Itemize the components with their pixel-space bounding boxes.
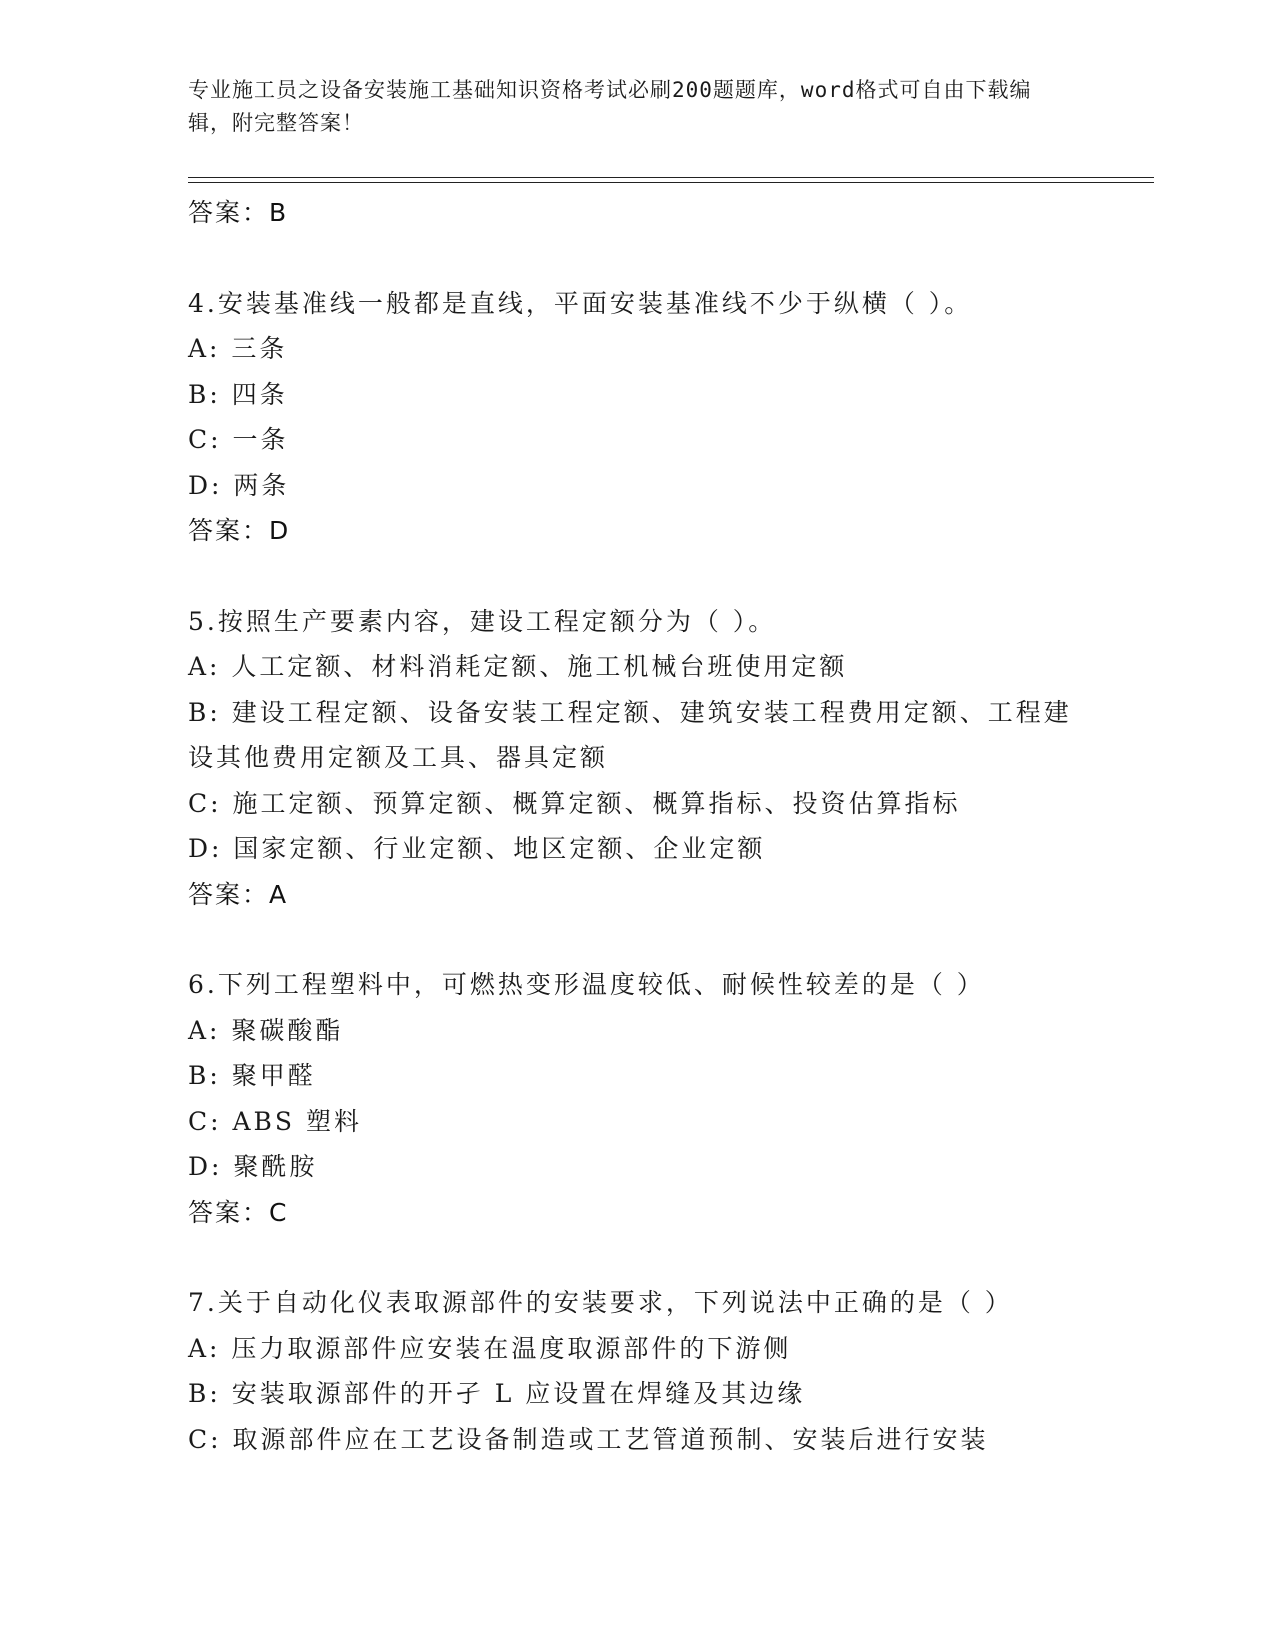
option-d: D: 两条	[188, 470, 290, 500]
header-rule-top	[188, 177, 1154, 178]
option-a: A: 人工定额、材料消耗定额、施工机械台班使用定额	[188, 652, 848, 681]
header-rule-bottom	[188, 182, 1154, 183]
option-a: A: 聚碳酸酯	[188, 1015, 344, 1045]
question-6	[188, 962, 1088, 1235]
spacer	[188, 554, 1088, 599]
question-5	[188, 599, 1088, 918]
option-c: C: 施工定额、预算定额、概算定额、概算指标、投资估算指标	[188, 788, 961, 818]
question-answer: 答案：C	[188, 1197, 289, 1227]
question-7	[188, 1280, 1088, 1462]
option-b: B: 建设工程定额、设备安装工程定额、建筑安装工程费用定额、工程建设其他费用定额及工具、器具定额	[188, 697, 1072, 772]
question-answer: 答案：D	[188, 516, 291, 545]
option-b: B: 聚甲醛	[188, 1061, 316, 1090]
option-b: B: 安装取源部件的开孑 L 应设置在焊缝及其边缘	[188, 1379, 806, 1408]
option-a: A: 三条	[188, 334, 288, 363]
spacer	[188, 1235, 1088, 1280]
option-d: D: 聚酰胺	[188, 1152, 318, 1181]
question-stem: 7.关于自动化仪表取源部件的安装要求，下列说法中正确的是（ ）	[188, 1288, 1013, 1317]
spacer	[188, 236, 1088, 281]
page-header: 专业施工员之设备安装施工基础知识资格考试必刷200题题库，word格式可自由下载编辑，附完整答案！	[188, 78, 1032, 135]
option-c: C: 一条	[188, 425, 289, 454]
question-stem: 5.按照生产要素内容，建设工程定额分为（ ）。	[188, 606, 777, 636]
spacer	[188, 917, 1088, 962]
previous-answer: 答案：B	[188, 198, 289, 227]
option-c: C: ABS 塑料	[188, 1106, 362, 1136]
question-list	[188, 190, 1088, 1462]
question-answer: 答案：A	[188, 879, 289, 909]
question-stem: 6.下列工程塑料中，可燃热变形温度较低、耐候性较差的是（ ）	[188, 970, 985, 999]
question-stem: 4.安装基准线一般都是直线，平面安装基准线不少于纵横（ ）。	[188, 288, 973, 318]
option-d: D: 国家定额、行业定额、地区定额、企业定额	[188, 834, 766, 863]
option-b: B: 四条	[188, 379, 288, 409]
option-a: A: 压力取源部件应安装在温度取源部件的下游侧	[188, 1333, 792, 1363]
option-c: C: 取源部件应在工艺设备制造或工艺管道预制、安装后进行安装	[188, 1424, 989, 1454]
question-4	[188, 281, 1088, 554]
